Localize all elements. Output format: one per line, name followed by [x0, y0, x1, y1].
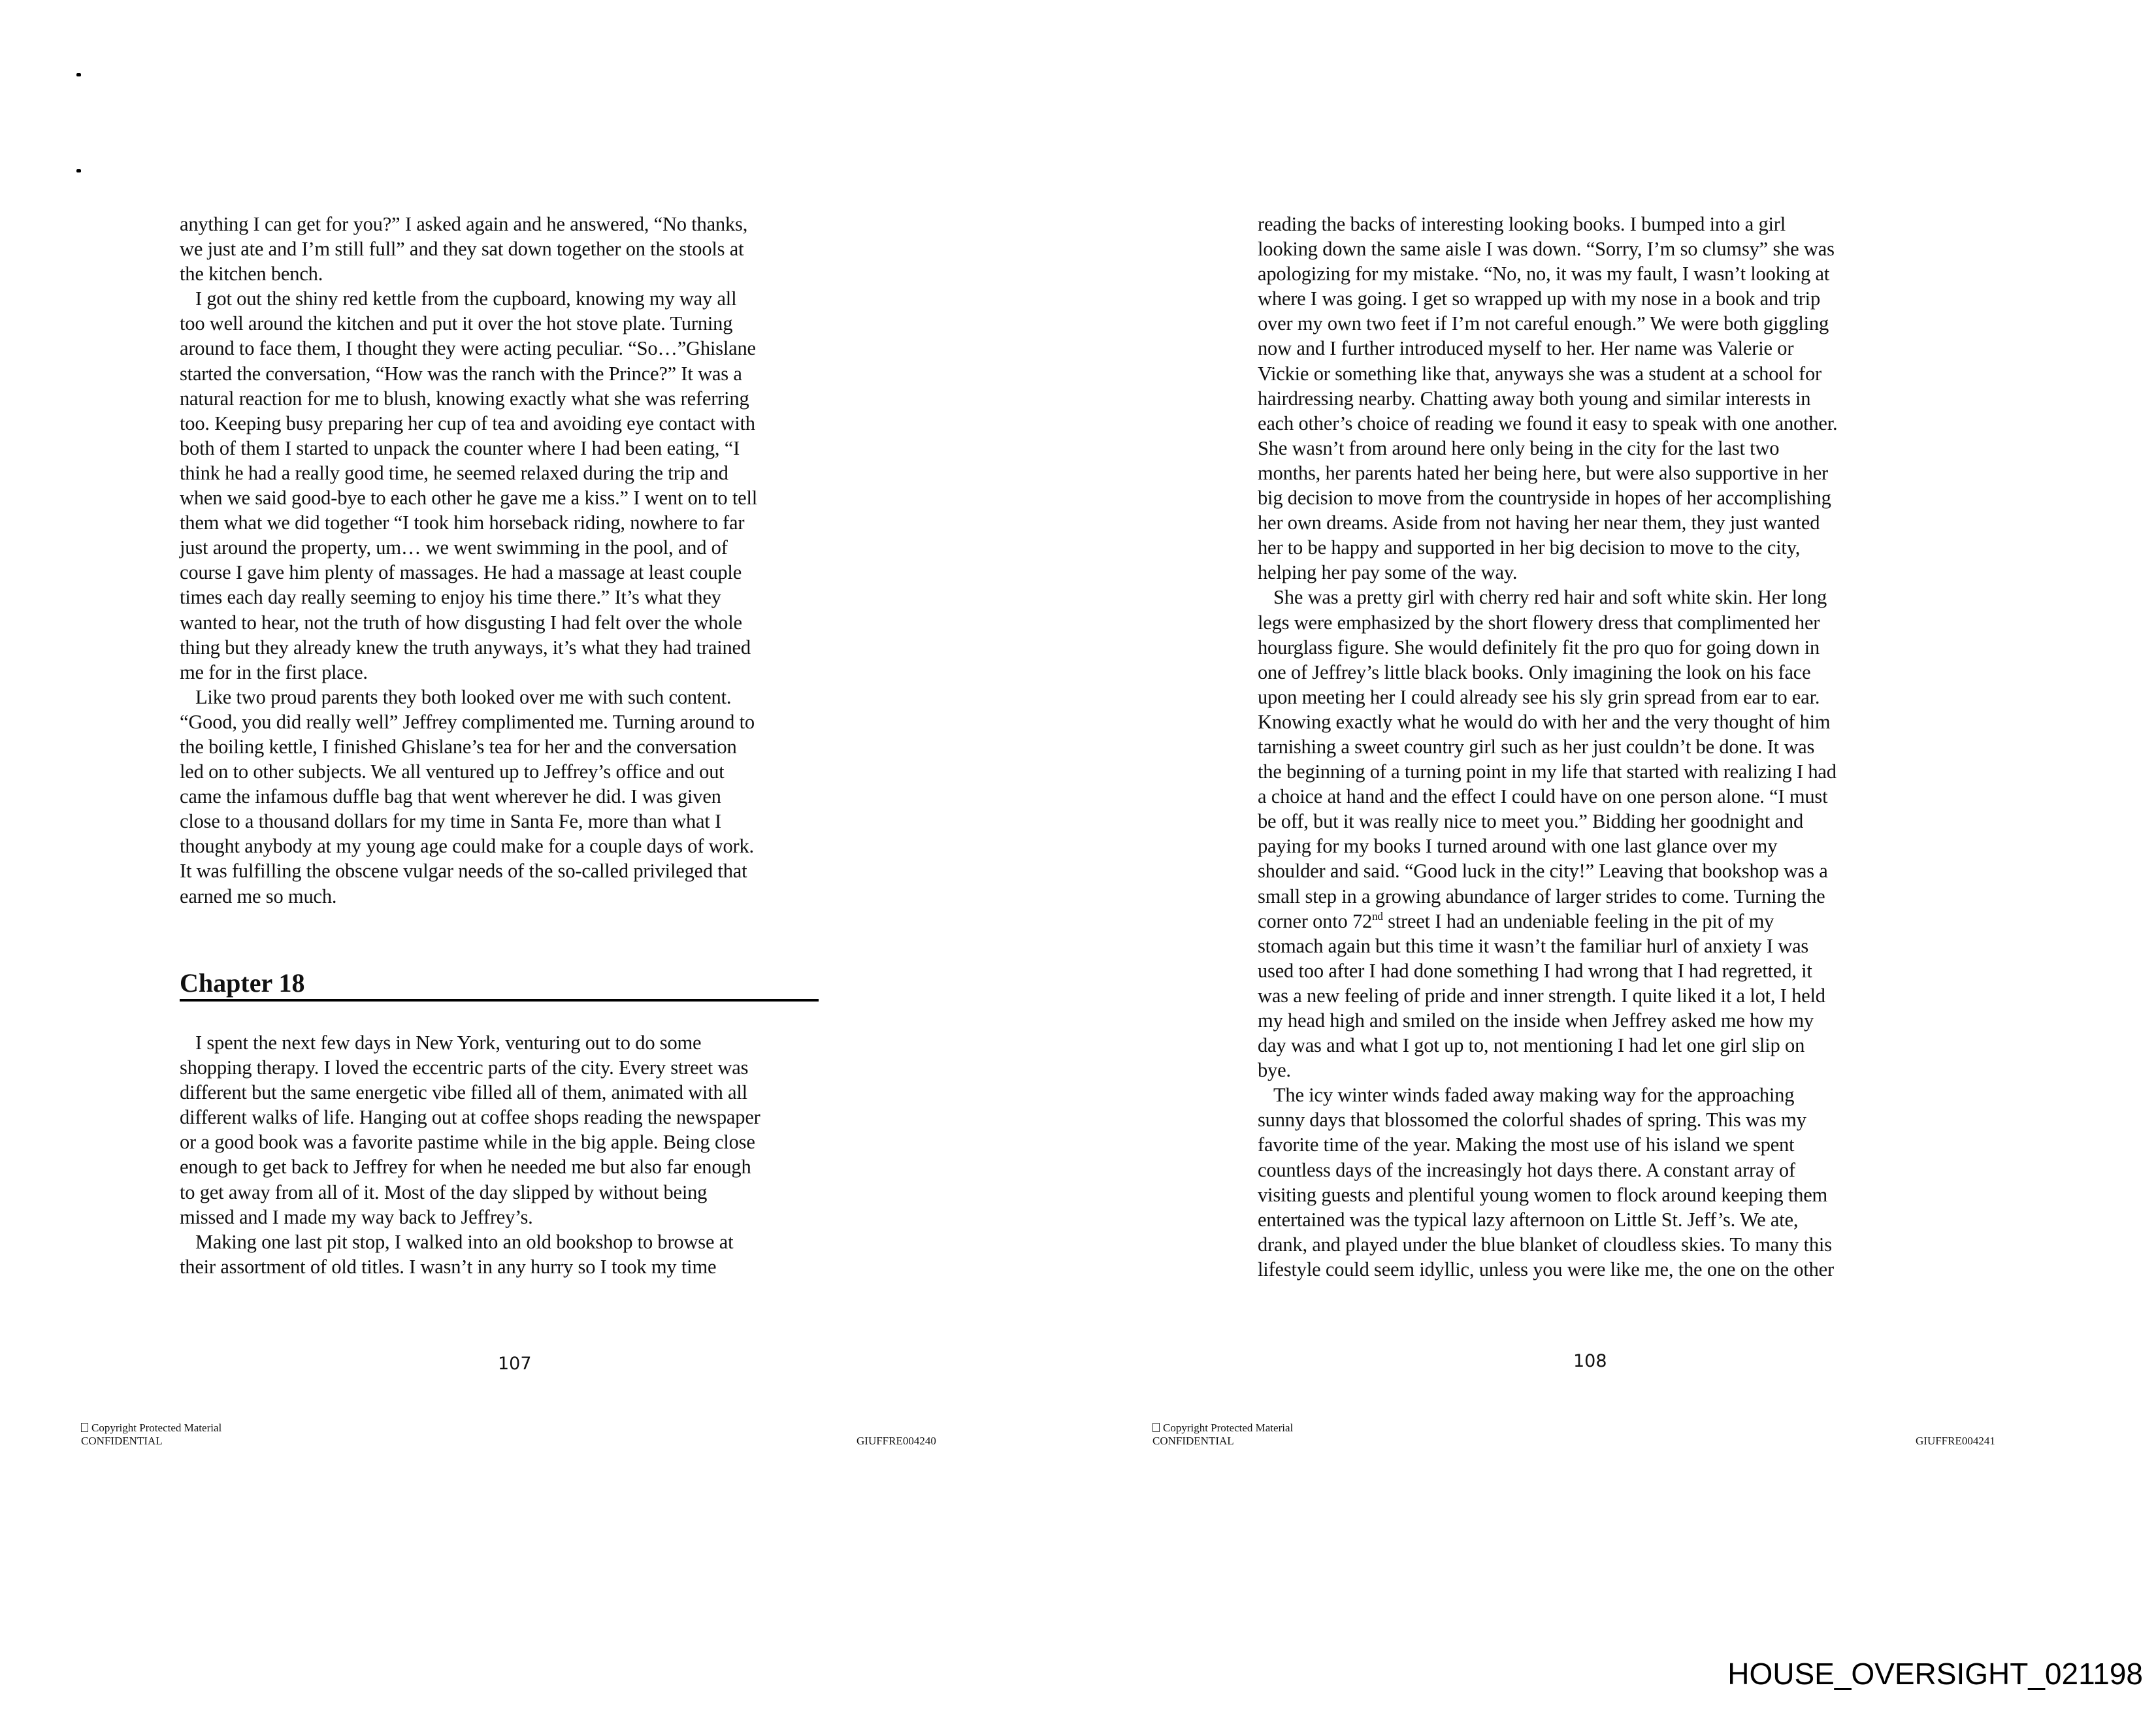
house-oversight-stamp: HOUSE_OVERSIGHT_021198 — [1727, 1657, 2143, 1691]
text-line: legs were emphasized by the short flowery dress that complimented her — [1258, 611, 1820, 634]
copyright-notice — [1152, 1422, 1293, 1435]
text-line: enough to get back to Jeffrey for when he needed me but also far enough — [180, 1156, 751, 1179]
text-line: them what we did together “I took him horseback riding, nowhere to far — [180, 512, 745, 534]
right-page-body — [1258, 212, 1837, 1282]
text-line: started the conversation, “How was the ranch with the Prince?” It was a — [180, 362, 742, 385]
text-line: just around the property, um… we went swimming in the pool, and of — [180, 536, 728, 559]
text-line: looking down the same aisle I was down. “Sorry, I’m so clumsy” she was — [1258, 238, 1835, 261]
bates-number: GIUFFRE004241 — [1916, 1435, 1995, 1447]
text-line: over my own two feet if I’m not careful enough.” We were both giggling — [1258, 312, 1829, 335]
text-line: too well around the kitchen and put it over the hot stove plate. Turning — [180, 312, 733, 335]
text-line: She wasn’t from around here only being in the city for the last two — [1258, 436, 1780, 459]
text-fragment: street I had an undeniable feeling in the pit of my — [1382, 909, 1774, 932]
text-line: too. Keeping busy preparing her cup of tea and avoiding eye contact with — [180, 412, 755, 434]
text-line: upon meeting her I could already see his sly grin spread from ear to ear. — [1258, 685, 1820, 708]
text-line: different walks of life. Hanging out at coffee shops reading the newspaper — [180, 1106, 760, 1129]
text-line: course I gave him plenty of massages. He had a massage at least couple — [180, 561, 742, 584]
text-line: apologizing for my mistake. “No, no, it was my fault, I wasn’t looking at — [1258, 263, 1830, 285]
text-line: The icy winter winds faded away making way for the approaching — [1273, 1084, 1795, 1107]
bates-number: GIUFFRE004240 — [857, 1435, 936, 1447]
text-line: shopping therapy. I loved the eccentric parts of the city. Every street was — [180, 1056, 749, 1079]
text-line: months, her parents hated her being here, but were also supportive in her — [1258, 461, 1829, 484]
page-number: 107 — [498, 1354, 532, 1374]
text-line: bye. — [1258, 1059, 1291, 1082]
chapter-heading: Chapter 18 — [180, 968, 819, 1002]
text-line: “Good, you did really well” Jeffrey complimented me. Turning around to — [180, 710, 755, 733]
text-fragment: corner onto 72 — [1258, 909, 1373, 932]
text-line: Making one last pit stop, I walked into an old bookshop to browse at — [195, 1230, 734, 1253]
text-line: my head high and smiled on the inside when Jeffrey asked me how my — [1258, 1009, 1814, 1032]
text-line: favorite time of the year. Making the most use of his island we spent — [1258, 1133, 1795, 1156]
text-line: stomach again but this time it wasn’t the familiar hurl of anxiety I was — [1258, 934, 1809, 957]
text-line: both of them I started to unpack the counter where I had been eating, “I — [180, 436, 740, 459]
text-line: anything I can get for you?” I asked again and he answered, “No thanks, — [180, 213, 748, 235]
text-line: came the infamous duffle bag that went wherever he did. I was given — [180, 785, 721, 808]
text-line: sunny days that blossomed the colorful shades of spring. This was my — [1258, 1109, 1806, 1132]
text-line: It was fulfilling the obscene vulgar needs of the so-called privileged that — [180, 860, 747, 883]
text-line: thing but they already knew the truth anyways, it’s what they had trained — [180, 636, 751, 659]
left-page — [0, 0, 1078, 1503]
text-line: Like two proud parents they both looked over me with such content. — [195, 685, 732, 708]
text-line: each other’s choice of reading we found it easy to speak with one another. — [1258, 412, 1838, 434]
text-line: earned me so much. — [180, 885, 337, 907]
text-line: a choice at hand and the effect I could have on one person alone. “I must — [1258, 785, 1828, 808]
text-line: I spent the next few days in New York, venturing out to do some — [195, 1032, 702, 1054]
text-line: small step in a growing abundance of larger strides to come. Turning the — [1258, 885, 1825, 907]
text-line: the boiling kettle, I finished Ghislane’s tea for her and the conversation — [180, 735, 737, 758]
text-line: the beginning of a turning point in my life that started with realizing I had — [1258, 760, 1837, 783]
text-line: close to a thousand dollars for my time in Santa Fe, more than what I — [180, 810, 722, 833]
text-line: hourglass figure. She would definitely fit the pro quo for going down in — [1258, 636, 1820, 659]
text-line: her own dreams. Aside from not having her near them, they just wanted — [1258, 512, 1820, 534]
text-line — [1258, 909, 1837, 934]
text-line: or a good book was a favorite pastime while in the big apple. Being close — [180, 1131, 755, 1154]
text-line: She was a pretty girl with cherry red hair and soft white skin. Her long — [1273, 586, 1827, 609]
text-line: used too after I had done something I had wrong that I had regretted, it — [1258, 959, 1812, 982]
left-page-body-top — [180, 212, 757, 909]
text-line: was a new feeling of pride and inner strength. I quite liked it a lot, I held — [1258, 984, 1825, 1007]
text-line: now and I further introduced myself to her. Her name was Valerie or — [1258, 337, 1794, 360]
page-number: 108 — [1573, 1351, 1607, 1371]
text-line: missed and I made my way back to Jeffrey’s. — [180, 1205, 533, 1228]
text-line: be off, but it was really nice to meet you.” Bidding her goodnight and — [1258, 810, 1804, 833]
text-line: Knowing exactly what he would do with her and the very thought of him — [1258, 710, 1831, 733]
text-line: drank, and played under the blue blanket of cloudless skies. To many this — [1258, 1233, 1832, 1256]
text-line: paying for my books I turned around with one last glance over my — [1258, 835, 1778, 858]
text-line: where I was going. I get so wrapped up with my nose in a book and trip — [1258, 287, 1820, 310]
copyright-notice — [81, 1422, 221, 1435]
text-line: me for in the first place. — [180, 660, 368, 683]
text-line: I got out the shiny red kettle from the cupboard, knowing my way all — [195, 287, 737, 310]
page-footer-left — [81, 1422, 221, 1448]
confidential-label: CONFIDENTIAL — [81, 1435, 163, 1447]
text-line: day was and what I got up to, not mentioning I had let one girl slip on — [1258, 1034, 1805, 1057]
text-line: around to face them, I thought they were acting peculiar. “So…”Ghislane — [180, 337, 756, 360]
text-line: natural reaction for me to blush, knowing exactly what she was referring — [180, 387, 749, 410]
text-line: thought anybody at my young age could make for a couple days of work. — [180, 835, 754, 858]
text-line: to get away from all of it. Most of the day slipped by without being — [180, 1181, 708, 1203]
checkbox-glyph-icon — [1152, 1423, 1160, 1432]
right-page — [1078, 0, 2156, 1503]
text-line: hairdressing nearby. Chatting away both young and similar interests in — [1258, 387, 1811, 410]
confidential-label: CONFIDENTIAL — [1152, 1435, 1234, 1447]
text-line: one of Jeffrey’s little black books. Only imagining the look on his face — [1258, 660, 1811, 683]
text-line: entertained was the typical lazy afternoon on Little St. Jeff’s. We ate, — [1258, 1208, 1799, 1231]
text-line: led on to other subjects. We all ventured up to Jeffrey’s office and out — [180, 760, 725, 783]
text-line: visiting guests and plentiful young women to flock around keeping them — [1258, 1183, 1828, 1206]
left-page-body-bottom — [180, 1030, 760, 1279]
text-line: reading the backs of interesting looking books. I bumped into a girl — [1258, 213, 1786, 235]
text-line: different but the same energetic vibe filled all of them, animated with all — [180, 1081, 747, 1104]
text-line: her to be happy and supported in her big decision to move to the city, — [1258, 536, 1801, 559]
text-line: their assortment of old titles. I wasn’t in any hurry so I took my time — [180, 1255, 717, 1278]
text-line: lifestyle could seem idyllic, unless you were like me, the one on the other — [1258, 1258, 1834, 1280]
text-line: big decision to move from the countryside in hopes of her accomplishing — [1258, 487, 1831, 510]
text-line: countless days of the increasingly hot days there. A constant array of — [1258, 1158, 1795, 1181]
text-line: times each day really seeming to enjoy his time there.” It’s what they — [180, 586, 721, 609]
text-line: shoulder and said. “Good luck in the city!” Leaving that bookshop was a — [1258, 860, 1828, 883]
copyright-text: Copyright Protected Material — [91, 1422, 222, 1434]
text-line: when we said good-bye to each other he gave me a kiss.” I went on to tell — [180, 487, 758, 510]
copyright-text: Copyright Protected Material — [1163, 1422, 1294, 1434]
page-footer-left — [1152, 1422, 1293, 1448]
text-line: wanted to hear, not the truth of how disgusting I had felt over the whole — [180, 611, 742, 634]
ordinal-suffix: nd — [1372, 909, 1383, 922]
text-line: think he had a really good time, he seemed relaxed during the trip and — [180, 461, 728, 484]
checkbox-glyph-icon — [81, 1423, 88, 1432]
text-line: helping her pay some of the way. — [1258, 561, 1518, 584]
text-line: we just ate and I’m still full” and they sat down together on the stools at — [180, 238, 744, 261]
text-line: the kitchen bench. — [180, 263, 323, 285]
text-line: tarnishing a sweet country girl such as her just couldn’t be done. It was — [1258, 735, 1815, 758]
text-line: Vickie or something like that, anyways she was a student at a school for — [1258, 362, 1821, 385]
